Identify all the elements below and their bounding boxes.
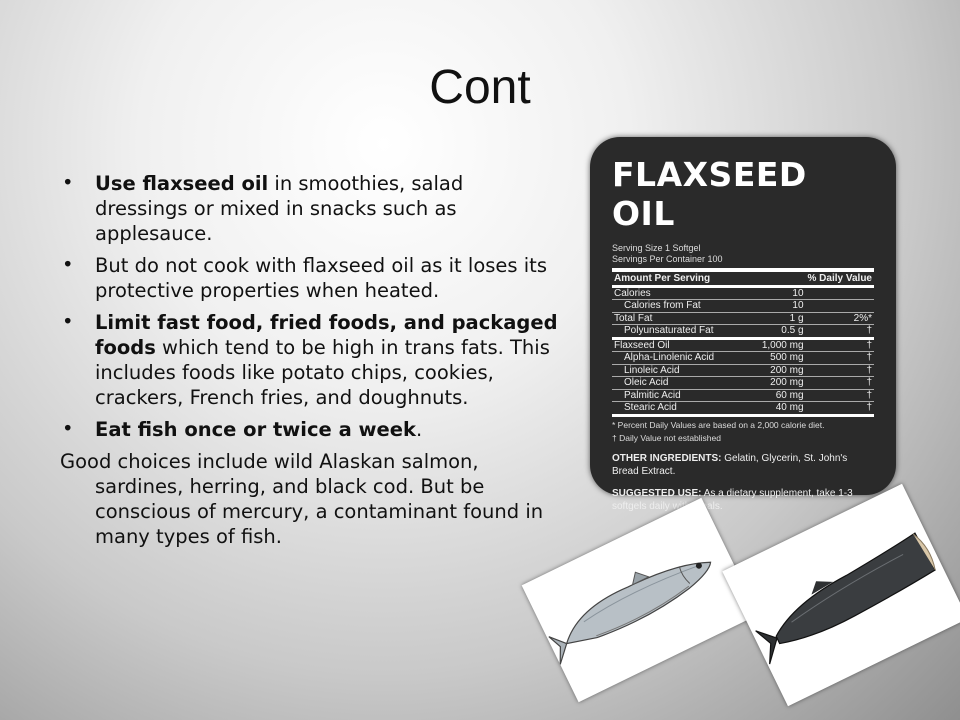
row-amount: 40 mg bbox=[722, 402, 806, 416]
row-name: Calories from Fat bbox=[612, 300, 722, 313]
bullet-bold-text: Limit fast food, fried foods, and packaged foods bbox=[95, 311, 558, 359]
row-dv: † bbox=[806, 325, 874, 339]
row-dv: 2%* bbox=[806, 312, 874, 325]
black-cod-image bbox=[722, 484, 960, 706]
row-dv: † bbox=[806, 352, 874, 365]
row-amount: 0.5 g bbox=[722, 325, 806, 339]
other-ingredients-text: Gelatin, Glycerin, St. John's Bread Extract. bbox=[612, 452, 848, 477]
header-amount bbox=[722, 273, 806, 286]
table-row bbox=[612, 389, 874, 402]
row-amount: 60 mg bbox=[722, 389, 806, 402]
bullet-item bbox=[60, 310, 560, 410]
table-row bbox=[612, 364, 874, 377]
servings-per-container: Servings Per Container 100 bbox=[612, 254, 723, 264]
row-amount: 10 bbox=[722, 300, 806, 313]
row-name: Total Fat bbox=[612, 312, 722, 325]
row-name: Linoleic Acid bbox=[612, 364, 722, 377]
black-cod-fish-icon bbox=[722, 484, 960, 706]
row-name: Calories bbox=[612, 286, 722, 300]
header-name: Amount Per Serving bbox=[612, 273, 722, 286]
table-row bbox=[612, 377, 874, 390]
bullet-item bbox=[60, 171, 560, 246]
row-amount: 200 mg bbox=[722, 377, 806, 390]
table-row bbox=[612, 286, 874, 300]
slide-title: Cont bbox=[429, 61, 531, 114]
row-dv: † bbox=[806, 377, 874, 390]
serving-size: Serving Size 1 Softgel bbox=[612, 243, 701, 253]
slide-content bbox=[60, 171, 560, 549]
row-amount: 500 mg bbox=[722, 352, 806, 365]
header-dv: % Daily Value bbox=[807, 273, 872, 285]
row-name: Flaxseed Oil bbox=[612, 338, 722, 352]
table-row bbox=[612, 312, 874, 325]
bullet-item bbox=[60, 253, 560, 303]
bullet-icon: • bbox=[62, 310, 74, 333]
bullet-text: which tend to be high in trans fats. This includes foods like potato chips, cookies, crackers, French fries, and doughnuts. bbox=[95, 336, 550, 409]
bullet-text: in smoothies, salad dressings or mixed in snacks such as applesauce. bbox=[95, 172, 464, 245]
table-row bbox=[612, 338, 874, 352]
bullet-icon: • bbox=[62, 171, 74, 194]
row-name: Alpha-Linolenic Acid bbox=[612, 352, 722, 365]
flaxseed-nutrition-label bbox=[590, 137, 896, 512]
suggested-use bbox=[612, 487, 874, 513]
label-divider bbox=[612, 268, 874, 272]
other-ingredients-label: OTHER INGREDIENTS: bbox=[612, 452, 722, 464]
table-row bbox=[612, 325, 874, 339]
suggested-use-text: As a dietary supplement, take 1-3 softgels daily with meals. bbox=[612, 487, 853, 512]
row-amount: 10 bbox=[722, 286, 806, 300]
bullet-bold-text: Use flaxseed oil bbox=[95, 172, 269, 195]
table-header-row bbox=[612, 273, 874, 286]
suggested-use-label: SUGGESTED USE: bbox=[612, 487, 702, 499]
row-dv bbox=[806, 300, 874, 313]
table-row bbox=[612, 402, 874, 416]
nutrition-table bbox=[612, 273, 874, 417]
table-row bbox=[612, 300, 874, 313]
row-amount: 1 g bbox=[722, 312, 806, 325]
row-amount: 1,000 mg bbox=[722, 338, 806, 352]
other-ingredients bbox=[612, 452, 874, 478]
body-paragraph: Good choices include wild Alaskan salmon, sardines, herring, and black cod. But be conscious of mercury, a contaminant found in many types of fish. bbox=[60, 450, 544, 548]
row-name: Stearic Acid bbox=[612, 402, 722, 416]
row-name: Palmitic Acid bbox=[612, 389, 722, 402]
bullet-item bbox=[60, 417, 560, 442]
bullet-bold-text: Eat fish once or twice a week bbox=[95, 418, 416, 441]
row-dv: † bbox=[806, 364, 874, 377]
row-dv bbox=[806, 286, 874, 300]
row-dv: † bbox=[806, 338, 874, 352]
row-amount: 200 mg bbox=[722, 364, 806, 377]
footnote-not-established: † Daily Value not established bbox=[612, 432, 721, 443]
footnote-dv: * Percent Daily Values are based on a 2,000 calorie diet. bbox=[612, 419, 825, 430]
row-dv: † bbox=[806, 389, 874, 402]
row-dv: † bbox=[806, 402, 874, 416]
bullet-text: . bbox=[415, 418, 423, 441]
row-name: Polyunsaturated Fat bbox=[612, 325, 722, 339]
row-name: Oleic Acid bbox=[612, 377, 722, 390]
label-title: FLAXSEED OIL bbox=[612, 155, 807, 233]
bullet-icon: • bbox=[62, 253, 74, 276]
bullet-icon: • bbox=[62, 417, 74, 440]
bullet-text: But do not cook with flaxseed oil as it loses its protective properties when heated. bbox=[95, 254, 547, 302]
table-row bbox=[612, 352, 874, 365]
